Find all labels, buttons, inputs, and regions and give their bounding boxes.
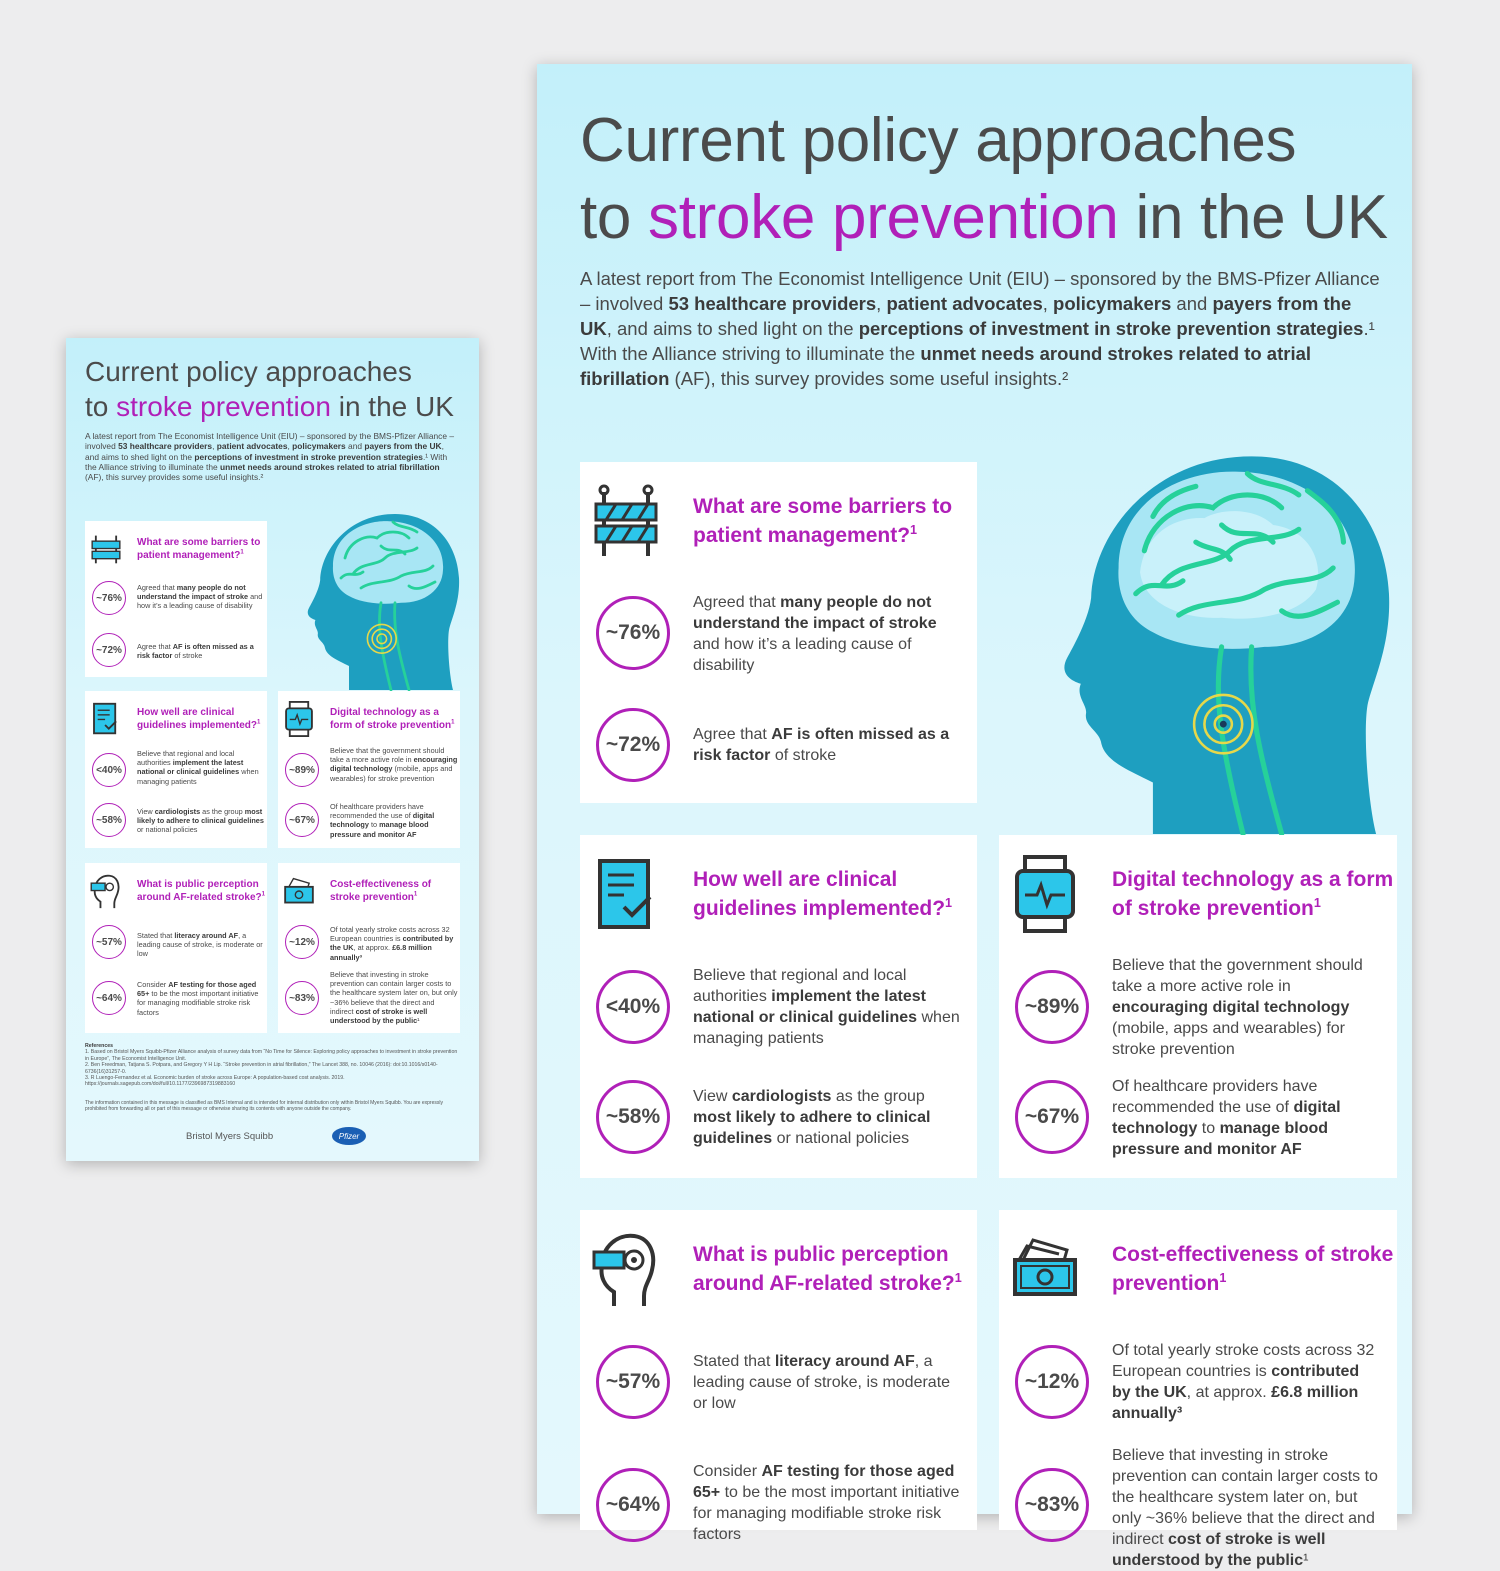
stat-badge: ~67% bbox=[285, 803, 319, 837]
poster-main bbox=[537, 64, 1412, 1569]
card-perception: What is public perception around AF-related stroke?$^1$ ~57% Stated that literacy around AF, a leading cause of stroke, is moderate or low ~64% Consider AF testing for those aged 65+ to be the most important initiative for managing modifiable stroke risk factors bbox=[85, 863, 267, 1033]
money-bills-icon bbox=[284, 873, 314, 909]
card-guidelines: How well are clinical guidelines implemented?$^1$ <40% Believe that regional and local authorities implement the latest national or clinical guidelines when managing patients ~58% View cardiologists as the group most likely to adhere to clinical guidelines or national policies bbox=[85, 691, 267, 848]
card-title: Digital technology as a form of stroke prevention$^1$ bbox=[1112, 868, 1394, 920]
card-cost bbox=[999, 1210, 1397, 1569]
stat-description: Believe that investing in stroke prevention can contain larger costs to the healthcare system later on, but only ~36% believe that the direct and indirect cost of stroke is well understood by the public¹ bbox=[330, 970, 458, 1026]
stat-description: Of total yearly stroke costs across 32 European countries is contributed by the UK, at approx. £6.8 million annually³ bbox=[1112, 1342, 1375, 1422]
stat-description: Believe that regional and local authorities implement the latest national or clinical guidelines when managing patients bbox=[137, 749, 259, 786]
stat-description: Believe that the government should take a more active role in encouraging digital technology (mobile, apps and wearables) for stroke prevention bbox=[1112, 957, 1363, 1058]
stat-description: Consider AF testing for those aged 65+ to be the most important initiative for managing modifiable stroke risk factors bbox=[693, 1463, 960, 1543]
money-bills-icon bbox=[1013, 1230, 1077, 1308]
stat-badge: ~58% bbox=[92, 803, 126, 837]
references: References 1. Based on Bristol Myers Squibb-Pfizer Alliance analysis of survey data from “No Time for Silence: Exploring policy approaches to investment in stroke prevention in Europe”, The Economist Intelligence Unit. 2. Ben Freedman, Tatjana S. Potpara, and Gregory Y H Lip. “Stroke prevention in atrial fibrillation,” The Lancet 388, no. 10046 (2016): doi:10.1016/s0140-6736(16)31257-0. 3. R Luengo-Fernandez et al. Economic burden of stroke across Europe: A population-based cost analysis. 2019. https://journals.sagepub.com/doi/full/10.1177/2396987319883160 bbox=[85, 1043, 458, 1088]
bms-logo: Bristol Myers Squibb bbox=[186, 1130, 274, 1142]
page-title: Current policy approaches to stroke prevention in the UK bbox=[580, 106, 1388, 252]
head-brain-illustration bbox=[288, 498, 466, 690]
stat-description: Stated that literacy around AF, a leading cause of stroke, is moderate or low bbox=[137, 931, 263, 959]
page-title: Current policy approaches to stroke prevention in the UK bbox=[85, 356, 454, 422]
pfizer-logo: Pfizer bbox=[332, 1127, 366, 1145]
stat-badge: ~64% bbox=[92, 981, 126, 1015]
stat-badge: ~72% bbox=[92, 633, 126, 667]
card-barriers: What are some barriers to patient management?$^1$ ~76% Agreed that many people do not understand the impact of stroke and how it’s a leading cause of disability ~72% Agree that AF is often missed as a risk factor of stroke bbox=[85, 521, 267, 677]
roadblock-icon bbox=[594, 482, 658, 560]
stat-badge: ~76% bbox=[596, 596, 670, 670]
stat-badge: ~57% bbox=[92, 925, 126, 959]
stat-badge: <40% bbox=[596, 970, 670, 1044]
stat-badge: ~67% bbox=[1015, 1080, 1089, 1154]
stat-badge: ~57% bbox=[596, 1345, 670, 1419]
card-perception bbox=[580, 1210, 977, 1543]
stat-badge: ~83% bbox=[1015, 1468, 1089, 1542]
head-brain-illustration bbox=[1023, 422, 1403, 834]
roadblock-icon bbox=[91, 531, 121, 567]
intro-paragraph: A latest report from The Economist Intelligence Unit (EIU) – sponsored by the BMS-Pfizer Alliance – involved 53 healthcare providers, patient advocates, policymakers and payers from the UK, and aims to shed light on the perceptions of investment in stroke prevention strategies.¹ With the Alliance striving to illuminate the unmet needs around strokes related to atrial fibrillation (AF), this survey provides some useful insights.² bbox=[85, 431, 454, 483]
stat-badge: ~72% bbox=[596, 708, 670, 782]
disclaimer: The information contained in this message is classified as BMS Internal and is intended for internal distribution only within Bristol Myers Squibb. You are expressly prohibited from forwarding all or part of this message or otherwise sharing its contents with anyone outside the company. bbox=[85, 1100, 443, 1113]
stat-description: Believe that regional and local authorities implement the latest national or clinical guidelines when managing patients bbox=[693, 967, 960, 1047]
stat-description: Stated that literacy around AF, a leading cause of stroke, is moderate or low bbox=[693, 1353, 951, 1412]
smartwatch-icon bbox=[284, 701, 314, 737]
checklist-document-icon bbox=[91, 701, 121, 737]
stat-badge: ~76% bbox=[92, 581, 126, 615]
card-title: What are some barriers to patient management?$^1$ bbox=[693, 495, 953, 547]
checklist-document-icon bbox=[594, 855, 658, 933]
footer-logos bbox=[186, 1126, 366, 1146]
card-digital bbox=[999, 835, 1397, 1178]
smartwatch-icon bbox=[1013, 855, 1077, 933]
card-barriers bbox=[580, 462, 977, 803]
stat-badge: ~89% bbox=[1015, 970, 1089, 1044]
stat-description: Of healthcare providers have recommended the use of digital technology to manage blood pressure and monitor AF bbox=[1112, 1078, 1341, 1158]
stat-badge: <40% bbox=[92, 753, 126, 787]
stat-description: Agreed that many people do not understand the impact of stroke and how it’s a leading cause of disability bbox=[693, 594, 937, 674]
card-title: Cost-effectiveness of stroke prevention$^1$ bbox=[1112, 1243, 1394, 1295]
card-title: How well are clinical guidelines implemented?$^1$ bbox=[693, 868, 953, 920]
card-digital: Digital technology as a form of stroke prevention$^1$ ~89% Believe that the government should take a more active role in encouraging digital technology (mobile, apps and wearables) for stroke prevention ~67% Of healthcare providers have recommended the use of digital technology to manage blood pressure and monitor AF bbox=[278, 691, 460, 848]
stat-badge: ~64% bbox=[596, 1468, 670, 1542]
poster-thumbnail bbox=[66, 338, 479, 1161]
stat-description: Of healthcare providers have recommended the use of digital technology to manage blood pressure and monitor AF bbox=[330, 802, 435, 839]
stat-description: View cardiologists as the group most likely to adhere to clinical guidelines or national policies bbox=[137, 807, 264, 835]
stat-description: View cardiologists as the group most likely to adhere to clinical guidelines or national policies bbox=[693, 1088, 931, 1147]
stat-description: Believe that investing in stroke prevention can contain larger costs to the healthcare system later on, but only ~36% believe that the direct and indirect cost of stroke is well understood by the public¹ bbox=[1112, 1447, 1378, 1569]
stat-description: Agree that AF is often missed as a risk factor of stroke bbox=[137, 642, 254, 661]
stat-badge: ~89% bbox=[285, 753, 319, 787]
stat-description: Agree that AF is often missed as a risk factor of stroke bbox=[693, 726, 950, 764]
stat-badge: ~58% bbox=[596, 1080, 670, 1154]
stat-description: Consider AF testing for those aged 65+ to be the most important initiative for managing modifiable stroke risk factors bbox=[137, 980, 259, 1017]
stat-badge: ~12% bbox=[285, 925, 319, 959]
stat-description: Believe that the government should take a more active role in encouraging digital technology (mobile, apps and wearables) for stroke prevention bbox=[330, 746, 458, 783]
stat-description: Agreed that many people do not understand the impact of stroke and how it’s a leading cause of disability bbox=[137, 583, 263, 611]
stat-badge: ~12% bbox=[1015, 1345, 1089, 1419]
card-guidelines bbox=[580, 835, 977, 1178]
card-title: What is public perception around AF-related stroke?$^1$ bbox=[693, 1243, 962, 1295]
stat-description: Of total yearly stroke costs across 32 European countries is contributed by the UK, at approx. £6.8 million annually³ bbox=[330, 925, 454, 962]
stat-badge: ~83% bbox=[285, 981, 319, 1015]
head-awareness-icon bbox=[594, 1230, 658, 1308]
head-awareness-icon bbox=[91, 873, 121, 909]
card-cost: Cost-effectiveness of stroke prevention$^1$ ~12% Of total yearly stroke costs across 32 European countries is contributed by the UK, at approx. £6.8 million annually³ ~83% Believe that investing in stroke prevention can contain larger costs to the healthcare system later on, but only ~36% believe that the direct and indirect cost of stroke is well understood by the public¹ bbox=[278, 863, 460, 1033]
intro-paragraph: A latest report from The Economist Intelligence Unit (EIU) – sponsored by the BMS-Pfizer Alliance – involved 53 healthcare providers, patient advocates, policymakers and payers from the UK, and aims to shed light on the perceptions of investment in stroke prevention strategies.¹ With the Alliance striving to illuminate the unmet needs around strokes related to atrial fibrillation (AF), this survey provides some useful insights.² bbox=[580, 268, 1380, 389]
